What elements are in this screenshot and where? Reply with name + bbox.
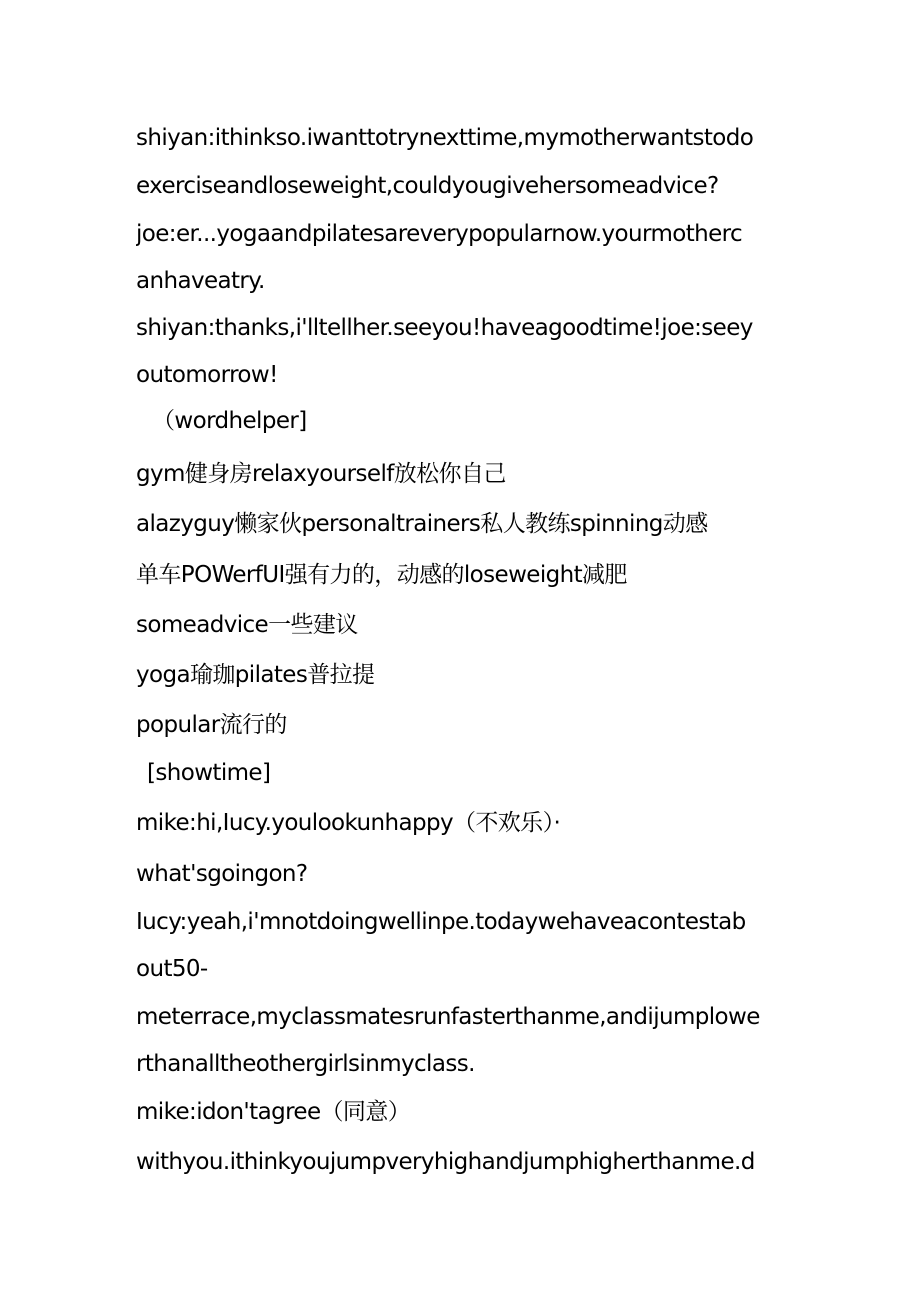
text-line: outomorrow! <box>136 362 278 388</box>
text-line: 单车POWerfUI强有力的，动感的loseweight减肥 <box>136 562 627 588</box>
text-line: shiyan:thanks,i'lltellher.seeyou!haveagoodtime!joe:seey <box>136 315 753 341</box>
text-line: mike:hi,Iucy.youlookunhappy（不欢乐）· <box>136 810 561 836</box>
text-line: what'sgoingon? <box>136 861 308 887</box>
text-line: exerciseandloseweight,couldyougivehersomeadvice? <box>136 173 719 199</box>
text-line: mike:idon'tagree（同意） <box>136 1099 411 1125</box>
section-heading: （wordhelper] <box>152 408 307 434</box>
text-line: alazyguy懒家伙personaltrainers私人教练spinning动感 <box>136 511 708 537</box>
text-line: someadvice一些建议 <box>136 612 358 638</box>
text-line: meterrace,myclassmatesrunfasterthanme,andijumplowe <box>136 1004 760 1030</box>
section-heading: [showtime] <box>147 760 271 786</box>
text-line: Iucy:yeah,i'mnotdoingwellinpe.todaywehaveacontestab <box>136 909 746 935</box>
text-line: gym健身房relaxyourself放松你自己 <box>136 461 506 487</box>
text-line: popular流行的 <box>136 712 287 738</box>
text-line: shiyan:ithinkso.iwanttotrynexttime,mymotherwantstodo <box>136 125 754 151</box>
text-line: rthanalltheothergirlsinmyclass. <box>136 1051 475 1077</box>
text-line: out50- <box>136 956 208 982</box>
text-line: yoga瑜珈pilates普拉提 <box>136 662 375 688</box>
text-line: withyou.ithinkyoujumpveryhighandjumphigherthanme.d <box>136 1149 755 1175</box>
text-line: anhaveatry. <box>136 268 265 294</box>
text-line: joe:er...yogaandpilatesareverypopularnow.yourmotherc <box>136 221 743 247</box>
